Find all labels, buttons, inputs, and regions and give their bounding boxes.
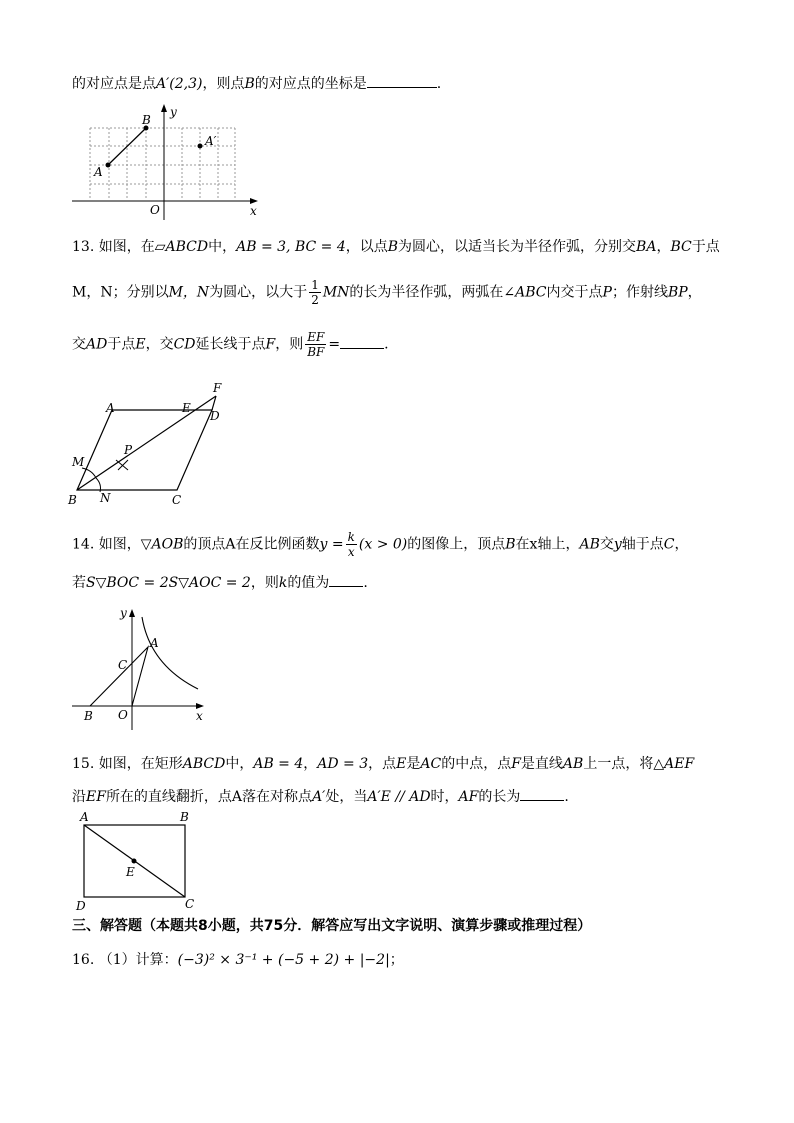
q15-line1	[72, 754, 694, 774]
q14-math: AOB	[151, 536, 184, 553]
q12-period: .	[436, 76, 442, 92]
point-a	[106, 163, 111, 168]
q13-math: B	[387, 239, 399, 255]
label-a: A	[106, 401, 115, 415]
q15-figure	[72, 808, 212, 913]
q13-text: 的长为半径作弧，两弧在	[349, 284, 504, 301]
label-b: B	[84, 709, 93, 723]
q14-math: y =	[319, 536, 344, 553]
label-x-axis: x	[250, 204, 257, 218]
q14-math: C	[663, 536, 675, 553]
point-aprime	[198, 144, 203, 149]
ef-over-bf-fraction: $\frac{EF}{BF}$	[307, 330, 325, 359]
q15-answer-blank[interactable]	[520, 786, 564, 801]
q15-text: ，点	[368, 756, 397, 772]
q13-math: M，N	[168, 284, 210, 301]
q13-math: P	[602, 284, 612, 301]
q14-math: k	[278, 575, 288, 591]
q14-text: ，则	[250, 575, 279, 591]
q14-figure	[70, 605, 220, 735]
q13-math: BP	[667, 284, 688, 301]
label-x-axis: x	[196, 709, 203, 723]
q13-answer-blank[interactable]	[340, 334, 384, 349]
q13-math: E	[135, 336, 146, 353]
q15-math: F	[511, 756, 521, 772]
q13-math: ABCD	[165, 239, 209, 255]
label-e: E	[126, 865, 135, 879]
q13-text: 交	[72, 336, 86, 353]
label-o: O	[118, 708, 128, 722]
q13-text: 如图，在▱	[98, 239, 166, 255]
label-d: D	[76, 899, 86, 913]
q15-text: 所在的直线翻折，点A落在对称点	[105, 789, 313, 805]
q14-text: 轴于点	[621, 536, 664, 553]
label-n: N	[100, 491, 111, 505]
q15-math: E	[396, 756, 407, 772]
q15-math: AC	[420, 756, 442, 772]
q13-math: CD	[173, 336, 196, 353]
q13-text: ，以点	[345, 239, 388, 255]
q15-math: AEF	[664, 756, 695, 772]
q16-line	[72, 950, 404, 970]
q13-math: F	[265, 336, 276, 353]
q14-math: S▽BOC = 2S▽AOC = 2	[86, 575, 251, 591]
q14-line2	[72, 572, 368, 593]
q13-text: ，交	[145, 336, 174, 353]
q12-point-b: B	[244, 76, 255, 92]
q14-text: 如图，▽	[98, 536, 152, 553]
label-aprime: A′	[205, 134, 217, 148]
label-a: A	[150, 636, 159, 650]
section-heading: 三、解答题（本题共8小题，共75分．解答应写出文字说明、演算步骤或推理过程）	[72, 918, 592, 934]
q16-number: 16.	[72, 952, 95, 968]
q13-math: AB = 3, BC = 4	[236, 239, 346, 255]
q14-math: (x > 0)	[358, 536, 408, 553]
q14-text: 交	[599, 536, 614, 553]
q14-math: AB	[579, 536, 600, 553]
q15-math: AB	[562, 756, 584, 772]
q12-figure	[60, 100, 270, 225]
q15-text: 时，	[430, 789, 459, 805]
q12-text: 的对应点的坐标是	[254, 76, 367, 92]
q13-text: ，	[656, 239, 671, 255]
q15-text: 上一点，将△	[583, 756, 665, 772]
q12-line	[72, 73, 441, 94]
q13-math: MN	[322, 284, 350, 301]
q13-text: 于点	[691, 239, 720, 255]
k-over-x-fraction: $\frac{k}{x}$	[347, 530, 355, 559]
q13-text: ，则	[275, 336, 304, 353]
q14-text: 的顶点A在反比例函数	[183, 536, 320, 553]
hyperbola-curve	[142, 617, 198, 689]
label-d: D	[210, 409, 220, 423]
label-b: B	[180, 810, 189, 824]
label-e: E	[182, 401, 191, 415]
q14-text: 在x轴上，	[515, 536, 580, 553]
label-b: B	[142, 113, 151, 127]
label-b: B	[68, 493, 77, 507]
q13-math: AD	[86, 336, 108, 353]
q12-point-aprime: A′(2,3)	[156, 76, 203, 92]
label-o: O	[150, 203, 160, 217]
label-a: A	[80, 810, 89, 824]
q15-text: 是	[406, 756, 421, 772]
q13-number: 13.	[72, 239, 95, 255]
q13-text: M，N；分别以	[72, 284, 169, 301]
q13-text: 内交于点	[546, 284, 603, 301]
q16-expression: (−3)² × 3⁻¹ + (−5 + 2) + |−2|	[177, 952, 390, 968]
q15-text: 的长为	[478, 789, 521, 805]
q13-period: .	[384, 336, 389, 353]
q15-math: A′E // AD	[367, 789, 431, 805]
q14-number: 14.	[72, 536, 95, 553]
q15-text: 如图，在矩形	[98, 756, 183, 772]
q14-text: 的图像上，顶点	[407, 536, 506, 553]
q15-text: 中，	[225, 756, 254, 772]
q16-text: ；	[389, 952, 404, 968]
triangle-aob	[90, 647, 148, 706]
q15-math: EF	[86, 789, 106, 805]
q12-text: ，则点	[202, 76, 245, 92]
q14-text: 若	[72, 575, 86, 591]
q14-text: 的值为	[287, 575, 330, 591]
q14-math: y	[613, 536, 622, 553]
q16-text: （1）计算：	[98, 952, 178, 968]
q14-period: .	[363, 575, 368, 591]
q14-line1	[72, 530, 689, 559]
q14-text: ，	[674, 536, 689, 553]
q15-math: A′	[312, 789, 326, 805]
point-e	[132, 859, 137, 864]
label-y-axis: y	[170, 105, 177, 119]
q13-line3	[72, 330, 389, 359]
q13-text: 为圆心，以大于	[209, 284, 308, 301]
q15-math: AD = 3	[317, 756, 369, 772]
q15-math: AF	[458, 789, 479, 805]
q13-line1	[72, 237, 720, 257]
q13-text: ，	[687, 284, 702, 301]
q13-equals: =	[328, 336, 341, 353]
q12-answer-blank[interactable]	[367, 73, 437, 88]
q14-math: B	[505, 536, 516, 553]
q15-text: 是直线	[520, 756, 563, 772]
q15-text: 处，当	[325, 789, 368, 805]
label-a: A	[94, 165, 103, 179]
q13-line2	[72, 278, 702, 307]
q15-text: 沿	[72, 789, 86, 805]
label-p: P	[124, 443, 133, 457]
q15-number: 15.	[72, 756, 95, 772]
parallelogram-abcd	[77, 410, 212, 490]
label-y-axis: y	[120, 606, 127, 620]
q13-text: 中，	[208, 239, 237, 255]
q15-period: .	[564, 789, 569, 805]
label-c: C	[185, 897, 195, 911]
q13-text: ；作射线	[611, 284, 668, 301]
label-c: C	[118, 658, 128, 672]
q15-math: AB = 4	[253, 756, 304, 772]
q15-math: ABCD	[182, 756, 226, 772]
q13-text: 于点	[107, 336, 136, 353]
q13-math: ∠ABC	[503, 284, 547, 301]
q13-math: BC	[670, 239, 692, 255]
q15-text: 的中点，点	[441, 756, 512, 772]
q13-text: 延长线于点	[195, 336, 266, 353]
label-m: M	[72, 455, 85, 469]
q15-text: ，	[303, 756, 318, 772]
q13-text: 为圆心，以适当长为半径作弧，分别交	[398, 239, 637, 255]
q14-answer-blank[interactable]	[329, 572, 363, 587]
q12-text: 的对应点是点	[72, 76, 156, 92]
arcs-intersection-p	[116, 460, 128, 470]
q13-math: BA	[636, 239, 657, 255]
q15-line2	[72, 786, 569, 807]
label-c: C	[172, 493, 182, 507]
q13-figure	[60, 378, 240, 508]
half-fraction: $\frac{1}{2}$	[311, 278, 319, 307]
label-f: F	[213, 381, 222, 395]
